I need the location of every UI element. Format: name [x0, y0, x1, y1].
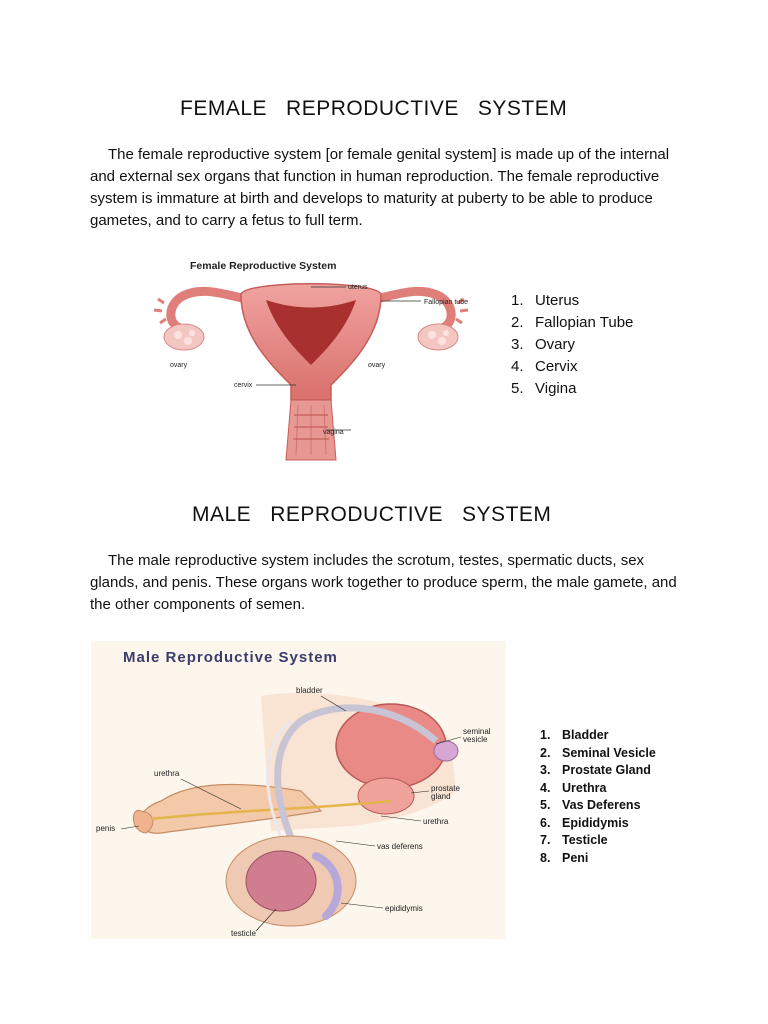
list-label: Vas Deferens — [562, 798, 641, 812]
list-number: 8. — [540, 850, 551, 865]
list-item — [540, 762, 656, 780]
male-paragraph — [90, 550, 680, 616]
list-item — [511, 378, 633, 400]
list-item — [540, 780, 656, 798]
female-diagram-title: Female Reproductive System — [190, 260, 337, 272]
list-item — [511, 290, 633, 312]
label-urethra-left: urethra — [154, 769, 180, 778]
label-seminal-1: seminal — [463, 727, 491, 736]
list-number: 2. — [540, 745, 551, 760]
list-number: 1. — [540, 728, 551, 742]
list-number: 5. — [511, 380, 524, 397]
list-label: Epididymis — [562, 815, 629, 830]
male-heading: MALE REPRODUCTIVE SYSTEM — [192, 503, 552, 526]
list-label: Seminal Vesicle — [562, 745, 656, 760]
list-number: 6. — [540, 815, 551, 830]
list-number: 5. — [540, 798, 551, 812]
list-number: 1. — [511, 292, 524, 309]
list-label: Cervix — [535, 358, 578, 375]
male-diagram-title: Male Reproductive System — [123, 649, 338, 666]
female-heading: FEMALE REPRODUCTIVE SYSTEM — [180, 97, 568, 120]
testicle-shape — [246, 851, 316, 911]
list-label: Uterus — [535, 292, 580, 309]
label-ovary-right: ovary — [368, 362, 386, 369]
list-number: 7. — [540, 833, 551, 847]
list-label: Bladder — [562, 728, 609, 742]
list-number: 3. — [511, 336, 524, 353]
label-epididymis: epididymis — [385, 904, 423, 913]
label-ovary-left: ovary — [170, 362, 188, 369]
male-organ-list — [540, 727, 656, 867]
list-label: Peni — [562, 850, 589, 865]
list-item — [540, 850, 656, 868]
female-paragraph — [90, 144, 680, 232]
label-seminal-2: vesicle — [463, 735, 488, 744]
list-number: 4. — [540, 780, 551, 795]
left-fimbriae-shape — [154, 299, 166, 323]
male-paragraph-text: The male reproductive system includes the scrotum, testes, spermatic ducts, sex glands, and penis. These organs work together to produce sperm, the male gamete, and the other components of semen. — [90, 552, 677, 613]
label-prostate-2: gland — [431, 792, 451, 801]
list-label: Testicle — [562, 833, 608, 847]
label-cervix: cervix — [234, 382, 253, 389]
list-item — [511, 356, 633, 378]
right-fallopian-tube-shape — [371, 291, 451, 329]
left-fallopian-tube-shape — [171, 291, 251, 329]
male-diagram — [91, 641, 506, 939]
list-number: 3. — [540, 763, 551, 777]
label-fallopian-tube: Fallopian tube — [424, 299, 468, 306]
label-testicle: testicle — [231, 929, 256, 938]
seminal-vesicle-shape — [434, 741, 458, 761]
list-item — [540, 815, 656, 833]
list-item — [540, 797, 656, 815]
label-uterus: uterus — [348, 284, 368, 291]
list-label: Vigina — [535, 380, 577, 397]
list-item — [540, 745, 656, 763]
list-item — [511, 312, 633, 334]
label-prostate-1: prostate — [431, 784, 460, 793]
label-bladder: bladder — [296, 686, 323, 695]
list-label: Ovary — [535, 336, 576, 353]
list-label: Urethra — [562, 780, 607, 795]
label-urethra-right: urethra — [423, 817, 449, 826]
prostate-shape — [358, 778, 414, 814]
list-item — [540, 832, 656, 850]
list-label: Prostate Gland — [562, 763, 651, 777]
list-label: Fallopian Tube — [535, 314, 634, 331]
female-diagram — [146, 255, 478, 467]
label-vagina: vagina — [323, 429, 344, 436]
female-paragraph-text: The female reproductive system [or female genital system] is made up of the internal and external sex organs that function in human reproduction. The female reproductive system is immature at birth and develops to maturity at puberty to be able to produce gametes, and to carry a fetus to full term. — [90, 146, 670, 229]
right-ovary-shape — [418, 324, 458, 350]
list-number: 2. — [511, 314, 524, 331]
list-item — [511, 334, 633, 356]
female-organ-list — [511, 290, 633, 400]
label-penis: penis — [96, 824, 116, 833]
label-vas-deferens: vas deferens — [377, 842, 423, 851]
list-number: 4. — [511, 358, 524, 375]
left-ovary-shape — [164, 324, 204, 350]
list-item — [540, 727, 656, 745]
